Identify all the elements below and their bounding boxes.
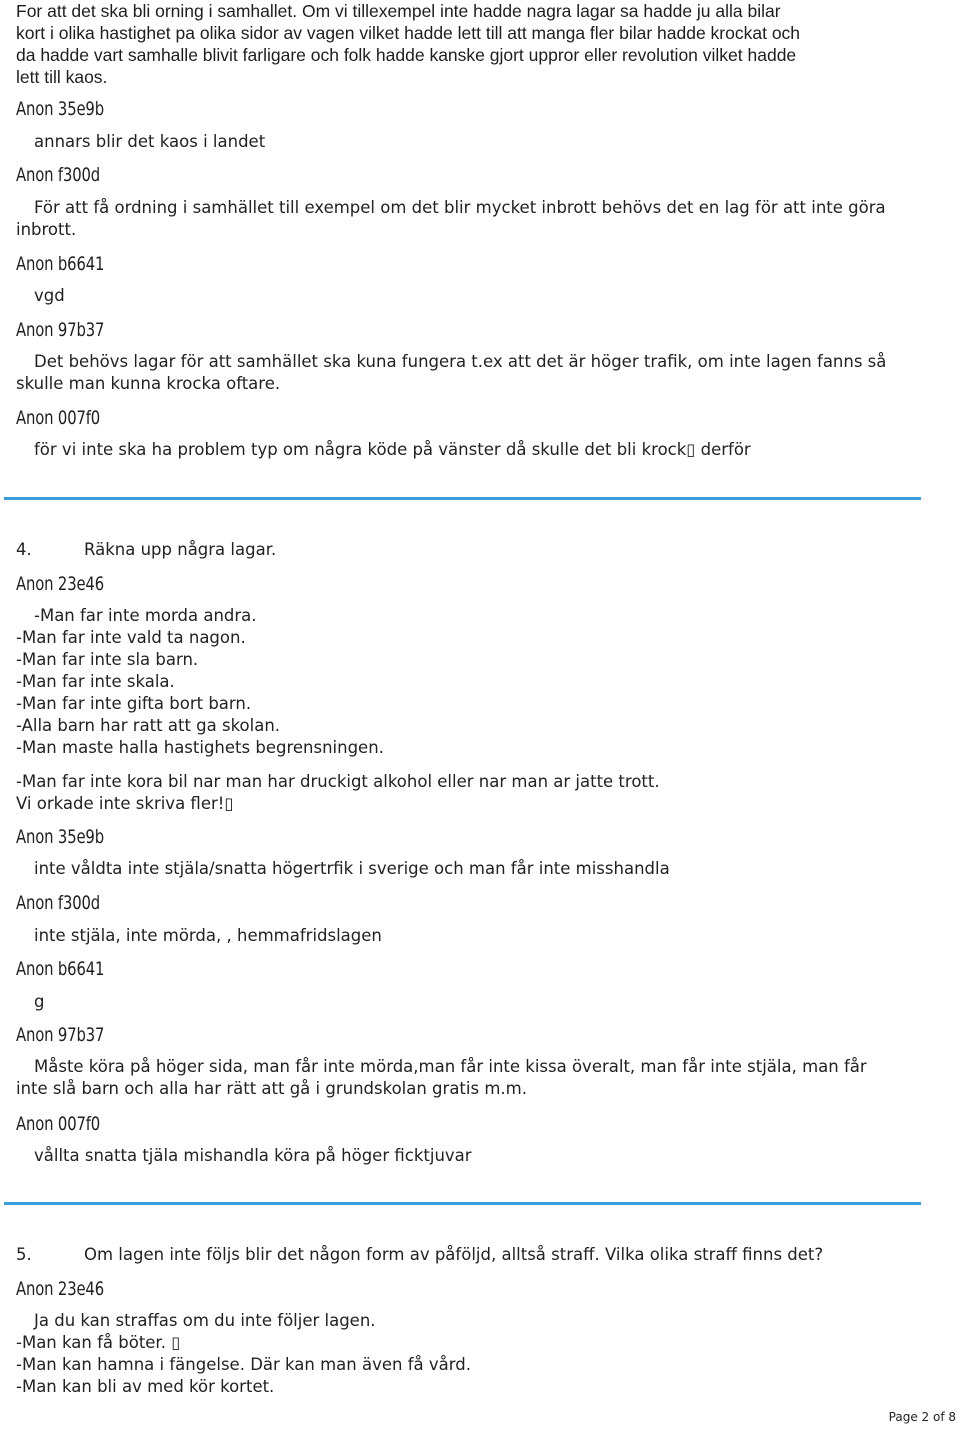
answer-line: inte slå barn och alla har rätt att gå i grundskolan gratis m.m. [16, 1079, 527, 1098]
answer-text [16, 605, 916, 759]
answer-text: vgd [34, 286, 65, 305]
answer-author: Anon 97b37 [16, 1024, 105, 1046]
answer-line: -Man kan hamna i fängelse. Där kan man även få vård. [16, 1355, 471, 1374]
answer-text [16, 351, 916, 395]
answer-author: Anon 23e46 [16, 573, 104, 595]
intro-paragraph [16, 0, 916, 88]
answer-text: för vi inte ska ha problem typ om några köde på vänster då skulle det bli krock▯ derför [34, 440, 751, 459]
question-text: Räkna upp några lagar. [84, 540, 277, 559]
answer-line: -Man far inte gifta bort barn. [16, 694, 252, 713]
question-heading [16, 539, 916, 561]
answer-line: skulle man kunna krocka oftare. [16, 374, 281, 393]
answer-line: -Man far inte sla barn. [16, 650, 199, 669]
answer-line: -Man kan få böter. ▯ [16, 1333, 181, 1352]
answer-text [16, 197, 916, 241]
page-number: Page 2 of 8 [888, 1410, 956, 1424]
answer-line: inbrott. [16, 220, 77, 239]
answer-line: För att få ordning i samhället till exempel om det blir mycket inbrott behövs det en lag för att inte göra [34, 198, 886, 217]
intro-line: da hadde vart samhalle blivit farligare och folk hadde kanske gjort uppror eller revolution vilket hadde [16, 45, 797, 65]
answer-author: Anon f300d [16, 892, 101, 914]
question-number: 4. [16, 540, 32, 559]
answer-line: Ja du kan straffas om du inte följer lagen. [34, 1311, 376, 1330]
answer-text [16, 1310, 916, 1398]
intro-line: lett till kaos. [16, 67, 108, 87]
answer-text: g [34, 992, 45, 1011]
answer-line: -Man far inte vald ta nagon. [16, 628, 246, 647]
answer-author: Anon 007f0 [16, 1113, 101, 1135]
answer-author: Anon b6641 [16, 958, 105, 980]
answer-text: vållta snatta tjäla mishandla köra på höger ficktjuvar [34, 1146, 472, 1165]
question-text: Om lagen inte följs blir det någon form av påföljd, alltså straff. Vilka olika straff finns det? [84, 1245, 824, 1264]
answer-line: -Alla barn har ratt att ga skolan. [16, 716, 281, 735]
question-heading [16, 1244, 916, 1266]
answer-author: Anon 23e46 [16, 1278, 104, 1300]
intro-line: For att det ska bli orning i samhallet. Om vi tillexempel inte hadde nagra lagar sa hadde ju alla bilar [16, 1, 781, 21]
answer-line: -Man kan bli av med kör kortet. [16, 1377, 275, 1396]
question-number: 5. [16, 1245, 32, 1264]
answer-line: Det behövs lagar för att samhället ska kuna fungera t.ex att det är höger trafik, om inte lagen fanns så [34, 352, 887, 371]
section-divider [4, 1202, 921, 1205]
answer-text [16, 1056, 916, 1100]
answer-line: Måste köra på höger sida, man får inte mörda,man får inte kissa överalt, man får inte stjäla, man får [34, 1057, 867, 1076]
section-divider [4, 497, 921, 500]
answer-line: Vi orkade inte skriva fler!▯ [16, 794, 234, 813]
answer-line: -Man far inte morda andra. [34, 606, 257, 625]
answer-author: Anon 35e9b [16, 98, 104, 120]
answer-author: Anon 007f0 [16, 407, 101, 429]
answer-text: inte stjäla, inte mörda, , hemmafridslagen [34, 926, 382, 945]
answer-text: inte våldta inte stjäla/snatta högertrfik i sverige och man får inte misshandla [34, 859, 670, 878]
answer-text: annars blir det kaos i landet [34, 132, 266, 151]
answer-author: Anon f300d [16, 164, 101, 186]
answer-author: Anon 35e9b [16, 826, 104, 848]
answer-author: Anon b6641 [16, 253, 105, 275]
intro-line: kort i olika hastighet pa olika sidor av vagen vilket hadde lett till att manga fler bilar hadde krockat och [16, 23, 801, 43]
answer-author: Anon 97b37 [16, 319, 105, 341]
answer-line: -Man far inte skala. [16, 672, 175, 691]
answer-text [16, 771, 916, 815]
answer-line: -Man maste halla hastighets begrensningen. [16, 738, 384, 757]
answer-line: -Man far inte kora bil nar man har druckigt alkohol eller nar man ar jatte trott. [16, 772, 660, 791]
